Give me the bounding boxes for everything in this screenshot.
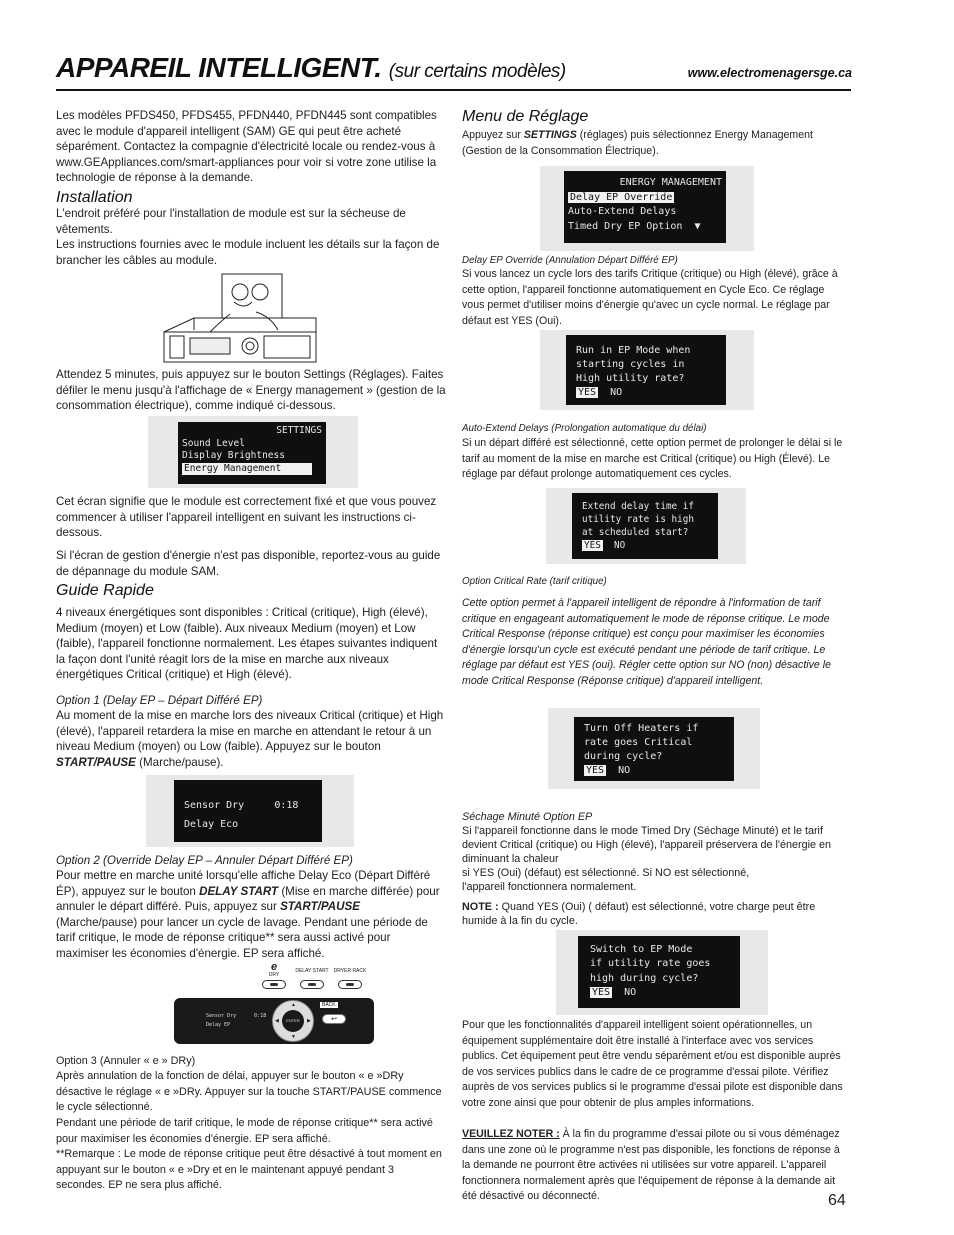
switch-yes-option[interactable]: YES — [592, 986, 611, 998]
veuillez-noter-label: VEUILLEZ NOTER : — [462, 1128, 560, 1140]
back-button[interactable]: ↩ — [322, 1014, 346, 1024]
switch-no-option[interactable]: NO — [624, 986, 637, 998]
wait-instructions: Attendez 5 minutes, puis appuyez sur le bouton Settings (Réglages). Faites défiler le menu jusqu'à l'affichage de « Energy management » (gestion de la consommation électrique), comme indiqué ci-dessous. — [56, 368, 446, 413]
dryer-rack-button-label: DRYER RACK — [333, 968, 367, 974]
option1-text: Au moment de la mise en marche lors des niveaux Critical (critique) et High (élevé), l'appareil retardera la mise en marche en attendant le retour à un niveau Medium (moyen) ou Low (faible). Appuyez sur le bouton START/PAUSE (Marche/pause). — [56, 709, 444, 769]
critical-rate-text: Cette option permet à l'appareil intelligent de répondre à l'information de tarif critique en engageant automatiquement le mode de réponse critique. Le mode Critical Response (réponse critique) est conçu pour maximiser les économies d'énergie lorsqu'un cycle est exécuté pendant une période de tarif critique. Le réglage par défaut est YES (oui). Régler cette option sur NO (non) désactive le mode Critical Response (Réponse critique) d'appareil intelligent. — [462, 597, 832, 687]
settings-screen-frame — [148, 416, 358, 488]
option3-critical-text: Pendant une période de tarif critique, le mode de réponse critique** sera activé pour maximiser les économies d'énergie. EP sera affiché. — [56, 1117, 433, 1145]
dial-right-icon: ▶ — [307, 1018, 311, 1024]
energy-screen-frame — [540, 166, 754, 251]
option2-title: Option 2 (Override Delay EP – Annuler Départ Différé EP) — [56, 854, 353, 867]
dryer-rack-button[interactable] — [338, 980, 362, 989]
energy-lcd — [564, 171, 726, 243]
note-text: NOTE : Quand YES (Oui) ( défaut) est sélectionné, votre charge peut être humide à la fin du cycle. — [462, 901, 816, 927]
option2-text: Pour mettre en marche unité lorsqu'elle affiche Delay Eco (Départ Différé ÉP), appuyez sur le bouton DELAY START (Mise en marche différée) pour annuler le départ différé. Puis, appuyez sur START/PAUSE (Marche/pause) pour lancer un cycle de lavage. Pendant une période de tarif critique, le mode de réponse critique** sera aussi activé pour maximiser les économies d'énergie. EP sera affiché. — [56, 869, 440, 960]
back-label: BACK — [322, 1002, 336, 1008]
run-ep-lcd: Run in EP Mode when starting cycles in High utility rate? YES NO — [566, 335, 726, 405]
settings-title: SETTINGS — [276, 425, 322, 436]
delay-eco-screen-frame — [146, 775, 354, 847]
option3-text: Après annulation de la fonction de délai, appuyer sur le bouton « e »DRy désactive le réglage « e »DRy. Appuyer sur la touche START/PAUSE commence le cycle sélectionné. — [56, 1070, 442, 1114]
note-label: NOTE : — [462, 901, 499, 913]
guide-text: 4 niveaux énergétiques sont disponibles : Critical (critique), High (élevé), Medium (moyen) et Low (faible). Aux niveaux Medium (moyen) et Low (faible), l'appareil fonctionne normalement. Les étapes suivantes indiquent la façon dont l'unité réagit lors de la mise en marche aux niveaux énergétiques Critical (critique) et High (élevé). — [56, 606, 438, 682]
option3-remark: **Remarque : Le mode de réponse critique peut être désactivé à tout moment en appuyant sur le bouton « e »Dry et en le maintenant appuyé pendant 3 secondes. EP ne sera plus affiché. — [56, 1148, 442, 1192]
delay-eco-time: 0:18 — [274, 800, 299, 811]
settings-item-energy: Energy Management — [182, 463, 312, 476]
control-panel-illustration — [174, 998, 374, 1044]
troubleshoot-text: Si l'écran de gestion d'énergie n'est pas disponible, reportez-vous au guide de dépannage du module SAM. — [56, 549, 441, 578]
settings-label: SETTINGS — [523, 129, 577, 141]
installation-text-1: L'endroit préféré pour l'installation de module est sur la sécheuse de vêtements. — [56, 207, 406, 236]
delay-override-text: Si vous lancez un cycle lors des tarifs Critique (critique) ou High (élevé), grâce à cette option, l'appareil fonctionne automatiquement en Cycle Eco. Ce réglage vous permet d'utiliser moins d'énergie qu'avec un cycle normal. Le réglage par défaut est YES (Oui). — [462, 268, 838, 327]
scroll-down-icon: ▼ — [694, 220, 701, 232]
delay-start-button-label: DELAY START — [295, 968, 329, 974]
switch-lcd: Switch to EP Mode if utility rate goes high during cycle? YES NO — [578, 936, 740, 1008]
e-logo-icon: e — [270, 961, 278, 973]
auto-extend-text: Si un départ différé est sélectionné, cette option permet de prolonger le délai si le tarif au moment de la mise en marche est Critical (critique) ou High (Élevé). Le réglage par défaut prolonge automatiquement ces cycles. — [462, 437, 843, 481]
critical-rate-title: Option Critical Rate (tarif critique) — [462, 576, 607, 587]
heaters-screen-frame — [548, 708, 760, 789]
option3-title: Option 3 (Annuler « e » DRy) — [56, 1055, 196, 1067]
menu-heading: Menu de Réglage — [462, 108, 589, 125]
dial-left-icon: ◀ — [275, 1018, 279, 1024]
dry-button[interactable] — [262, 980, 286, 989]
menu-text: Appuyez sur SETTINGS (réglages) puis sélectionnez Energy Management (Gestion de la Consommation Électrique). — [462, 129, 813, 157]
delay-override-title: Delay EP Override (Annulation Départ Différé EP) — [462, 255, 678, 266]
page-number: 64 — [828, 1192, 846, 1209]
settings-item-brightness: Display Brightness — [182, 450, 285, 461]
control-panel-display: Sensor Dry 0:18 Delay EP — [206, 1013, 267, 1028]
start-pause-label-2: START/PAUSE — [280, 900, 360, 914]
run-ep-screen-frame — [540, 330, 754, 410]
heaters-lcd: Turn Off Heaters if rate goes Critical during cycle? YES NO — [574, 717, 734, 781]
timed-dry-text-2: si YES (Oui) (défaut) est sélectionné. Si NO est sélectionné, l'appareil fonctionnera normalement. — [462, 867, 750, 893]
extend-screen-frame — [546, 488, 746, 564]
timed-dry-text-1: Si l'appareil fonctionne dans le mode Timed Dry (Séchage Minuté) et le tarif devient Critical (critique) ou High (élevé), l'appareil préservera de l'énergie en diminuant la chaleur — [462, 825, 831, 865]
enter-button[interactable]: ENTER — [282, 1010, 304, 1032]
installation-text-2: Les instructions fournies avec le module incluent les détails sur la façon de brancher les câbles au module. — [56, 238, 440, 267]
start-pause-label: START/PAUSE — [56, 755, 136, 769]
heaters-yes-option[interactable]: YES — [586, 765, 605, 776]
closing-text: Pour que les fonctionnalités d'appareil intelligent soient opérationnelles, un équipement supplémentaire doit être installé à l'interface avec vos services publics. Cet équipement peut être vendu séparément et/ou est disponible auprès de vos services publics dans le cadre de ce programme d'essai pilote. Vérifiez auprès de vos services publics si le programme d'essai pilote est disponible dans votre zone ainsi que pour obtenir de plus amples informations. — [462, 1019, 843, 1109]
dial-down-icon: ▼ — [291, 1034, 296, 1040]
energy-item-delay-override: Delay EP Override — [570, 191, 673, 203]
website-link[interactable]: www.electromenagersge.ca — [687, 66, 852, 80]
delay-start-label: DELAY START — [199, 884, 279, 898]
screen-confirm-text: Cet écran signifie que le module est correctement fixé et que vous pouvez commencer à utiliser l'appareil intelligent en suivant les instructions ci-dessous. — [56, 495, 437, 540]
run-ep-yes-option[interactable]: YES — [578, 387, 597, 398]
title-main: APPAREIL INTELLIGENT. — [56, 52, 382, 83]
control-button-row — [256, 962, 376, 992]
extend-no-option[interactable]: NO — [614, 540, 626, 551]
veuillez-noter-text: VEUILLEZ NOTER : À la fin du programme d'essai pilote ou si vous déménagez dans une zone où le programme n'est pas disponible, les fonctions de réponse à la demande ne pourront être activées ni utilisées sur votre appareil. L'appareil fonctionnera normalement après que l'équipement de réponse à la demande ait été désactivé ou déconnecté. — [462, 1128, 840, 1203]
extend-yes-option[interactable]: YES — [584, 540, 601, 551]
heaters-no-option[interactable]: NO — [618, 765, 631, 776]
dial-up-icon: ▲ — [291, 1002, 296, 1008]
energy-item-timed-dry: Timed Dry EP Option — [568, 220, 683, 232]
timed-dry-title: Séchage Minuté Option EP — [462, 811, 593, 823]
navigation-dial[interactable] — [272, 1000, 314, 1042]
guide-heading: Guide Rapide — [56, 582, 154, 599]
run-ep-no-option[interactable]: NO — [610, 387, 623, 398]
page-title — [56, 52, 566, 84]
delay-eco-lcd — [174, 780, 322, 842]
delay-eco-mode: Sensor Dry — [184, 800, 245, 811]
title-subtitle: (sur certains modèles) — [388, 61, 566, 82]
settings-item-sound: Sound Level — [182, 437, 245, 449]
intro-paragraph: Les modèles PFDS450, PFDS455, PFDN440, PFDN445 sont compatibles avec le module d'appareil intelligent (SAM) GE qui peut être acheté séparément. Contactez la compagnie d'électricité locale ou rendez-vous à www.GEAppliances.com/smart-appliances pour voir si votre zone utilise la technologie de réponse à la demande. — [56, 109, 437, 185]
dryer-module-illustration — [160, 272, 320, 364]
option1-title: Option 1 (Delay EP – Départ Différé EP) — [56, 694, 263, 707]
extend-lcd: Extend delay time if utility rate is high at scheduled start? YES NO — [572, 493, 718, 559]
settings-lcd — [178, 422, 326, 484]
header-rule — [56, 89, 851, 91]
dry-button-label: DRY — [268, 972, 280, 978]
energy-item-auto-extend: Auto-Extend Delays — [568, 206, 677, 217]
installation-heading: Installation — [56, 189, 133, 206]
switch-screen-frame — [556, 930, 768, 1015]
delay-start-button[interactable] — [300, 980, 324, 989]
energy-title: ENERGY MANAGEMENT — [619, 177, 722, 188]
delay-eco-status: Delay Eco — [184, 819, 239, 830]
auto-extend-title: Auto-Extend Delays (Prolongation automatique du délai) — [462, 423, 707, 434]
